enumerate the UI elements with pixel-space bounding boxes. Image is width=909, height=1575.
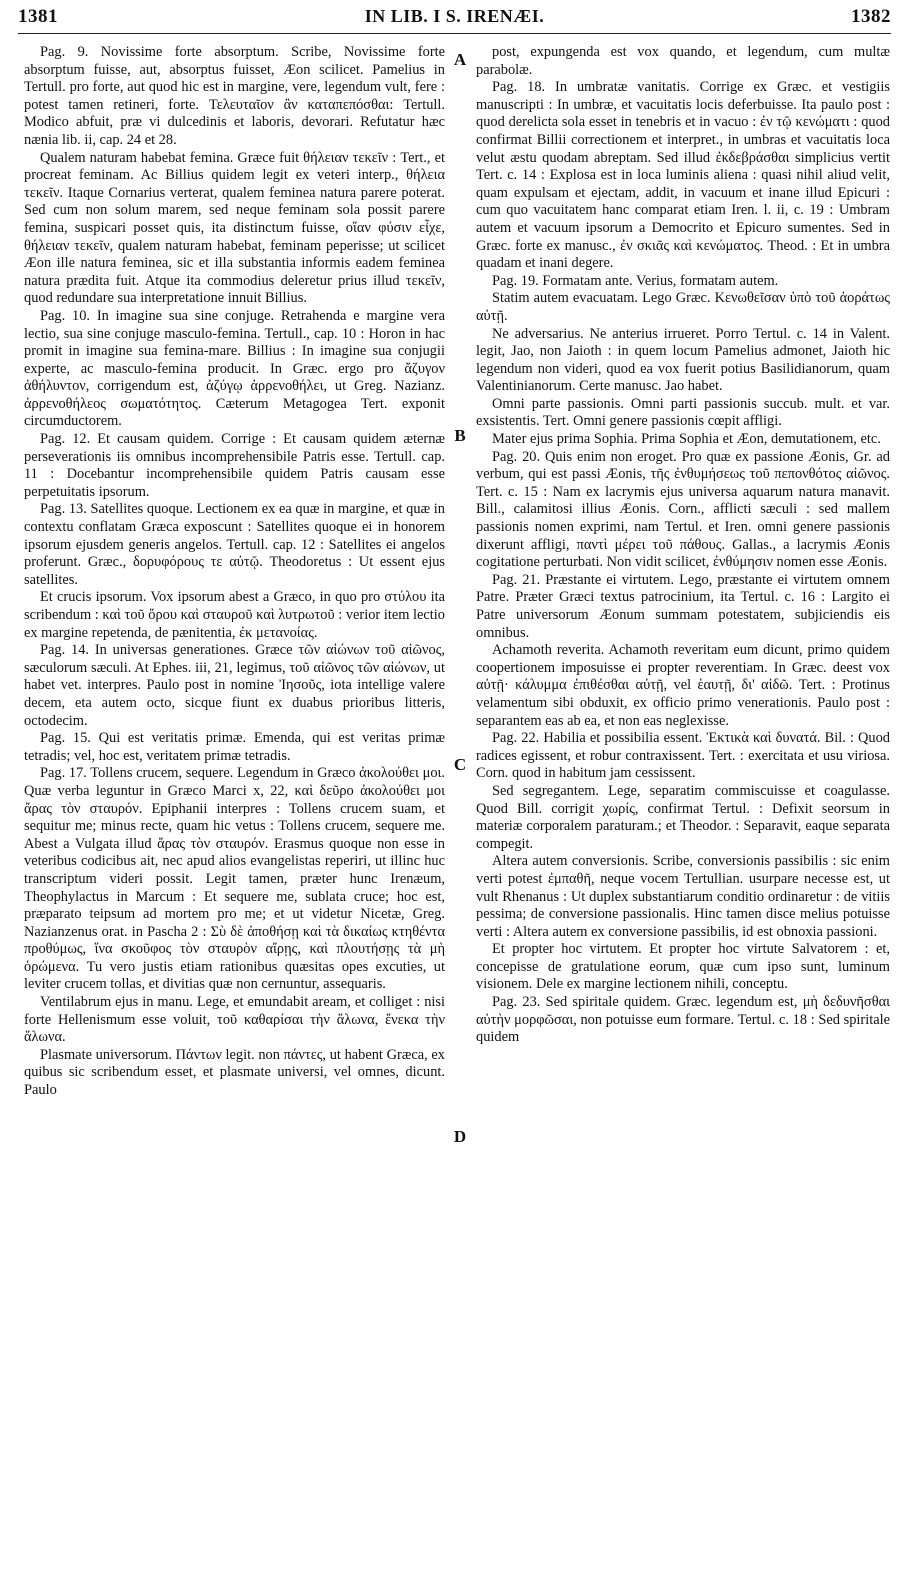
left-column xyxy=(24,44,445,1569)
note-paragraph: Pag. 14. In universas generationes. Græce τῶν αἰώνων τοῦ αἰῶνος, sæculorum sæculi. At Ephes. iii, 21, legimus, τοῦ αἰῶνος τῶν αἰώνων, ut habet vet. interpres. Paulo post in nomine Ἰησοῦς, iota intellige valere decem, eta autem octo, sicque fiunt ex duabus prioribus litteris, octodecim. xyxy=(24,642,445,729)
note-paragraph: Pag. 13. Satellites quoque. Lectionem ex ea quæ in margine, et quæ in contextu conflatam Græca exposcunt : Satellites quoque ei in honorem ipsorum ejusdem generis angelos. Tertull. cap. 12 : Satellites ei angelos proferunt. Græc., δορυφόρους τε αὐτῷ. Theodoretus : Ut essent ejus satellites. xyxy=(24,501,445,588)
note-paragraph: Mater ejus prima Sophia. Prima Sophia et Æon, demutationem, etc. xyxy=(492,431,881,448)
note-paragraph: Sed segregantem. Lege, separatim commiscuisse et coagulasse. Quod Bill. corrigit χωρίς, confirmat Tertul. : Defixit seorsum in materiæ corporalem paraturam.; et Theodor. : Separavit, eaque separata compegit. xyxy=(476,782,890,852)
note-paragraph: Et crucis ipsorum. Vox ipsorum abest a Græco, in quo pro στύλου ita scribendum : καὶ τοῦ ὅρου καὶ σταυροῦ καὶ λυτρωτοῦ : verior item lectio ex margine repetenda, de pænitentia, ἐκ μετανοίας. xyxy=(24,589,445,641)
note-paragraph: Pag. 15. Qui est veritatis primæ. Emenda, qui est veritas primæ tetradis; vel, hoc est, veritatem primæ tetradis. xyxy=(24,730,445,764)
note-paragraph: Pag. 10. In imagine sua sine conjuge. Retrahenda e margine vera lectio, sua sine conjuge masculo-femina. Tertull., cap. 10 : Horon in hac promit in imagine sua femina-mare. Billius : In imagine sua conjugii experte, ac masculo-femina producit. In Græc. ergo pro ἄζυγον ἀθήλυντον, corrigendum est, ἀζύγῳ ἀρρενοθήλει, ut Greg. Nazianz. ἀρρενοθήλεος σωματότητος. Cæterum Metagogea Tert. exponit circumductorem. xyxy=(24,307,445,430)
note-paragraph: Pag. 20. Quis enim non eroget. Pro quæ ex passione Æonis, Gr. ad verbum, qui est passi Æonis, τῆς ἐνθυμήσεως τοῦ πεπονθότος αἰῶνος. Tert. c. 15 : Nam ex lacrymis ejus universa aquarum natura manavit. Bill., calamitosi illius Æonis. Corn., afflicti sæculi : sed mallem passionis nomen exprimi, nam Tertul. et Iren. omni genere passionis dixerunt affligi, παντὶ μέρει τοῦ πάθους. Gallas., a lacrymis Æonis cogitatione perturbati. Non vidit scilicet, ἐνθύμησιν nomen esse Æonis. xyxy=(476,448,890,571)
note-paragraph: Achamoth reverita. Achamoth reveritam eum dicunt, primo quidem coopertionem imposuisse ei propter reverentiam. In Græc. deest vox αὐτῇ· κάλυμμα ἐπιθέσθαι αὐτῇ, vel ἑαυτῇ, δι' αἰδῶ. Tert. : Protinus velamentum sibi obduxit, ex officio primo venerationis. Paulo post : separantem eas ab ea, et non eas neglexisse. xyxy=(476,642,890,729)
note-paragraph: Omni parte passionis. Omni parti passionis succub. mult. et var. exsistentis. Tert. Omni genere passionis cœpit affligi. xyxy=(476,395,890,430)
note-paragraph: Pag. 12. Et causam quidem. Corrige : Et causam quidem æternæ perseverationis iis omnibus incomprehensibile Patris esse. Tertull. cap. 11 : Docebantur incomprehensibile quidem Patris causam esse perpetuitatis ipsorum. xyxy=(24,431,445,500)
note-paragraph: Altera autem conversionis. Scribe, conversionis passibilis : sic enim verti potest ἐμπαθῆ, neque vocem Tertullian. usurpare necesse est, ut vult Rhenanus : Ut duplex substantiarum conditio ordinaretur : de vitiis pessima; de conversione passionalis. Hinc tamen disce melius potuisse verti : Altera autem ex conversione passibilis, id est obnoxia passioni. xyxy=(476,853,890,940)
note-paragraph: Pag. 18. In umbratæ vanitatis. Corrige ex Græc. et vestigiis manuscripti : In umbræ, et vacuitatis locis deferbuisse. Ita paulo post : quod derelicta sola esset in tenebris et in vacuo : ἐν τῷ κενώματι : quod confirmat Billii correctionem et interpret., in umbras et vacuitatis loca velut æstu quodam abreptam. Sed illud ἐκδεβράσθαι simplicius vertit Tert. c. 14 : Explosa est in loca luminis aliena : quasi nihil aliud velit, quam expulsam et ejectam, addit, in vacuum et inane illud Epicuri : cum quo vacuitatem hanc comparat etiam Iren. l. ii, c. 19 : Umbram autem et vacuum ipsorum a Democrito et Epicuro sumentes. Sed in Græc. forte ex manusc., ἐν σκιᾶς καὶ κενώματος. Theod. : Et in umbra quadam et inani degere. xyxy=(476,79,890,272)
note-paragraph: post, expungenda est vox quando, et legendum, cum multæ parabolæ. xyxy=(476,44,890,78)
note-paragraph: Pag. 9. Novissime forte absorptum. Scribe, Novissime forte absorptum fuisse, aut, absorptus fuisset, Æon scilicet. Pamelius in Tertull. pro forte, aut quod hic est in margine, vere, legendum vult, fere : potest tamen retineri, forte. Τελευταῖον ἂν καταπεπόσθαι: Tertull. Modico abfuit, præ vi dulcedinis et laboris, devorari. Refutatur hæc nænia lib. ii, cap. 24 et 28. xyxy=(24,44,445,148)
header-rule xyxy=(18,33,891,34)
note-paragraph: Qualem naturam habebat femina. Græce fuit θήλειαν τεκεῖν : Tert., et procreat feminam. Ac Billius quidem legit ex veteri interp., θήλεια τεκεῖν. Itaque Cornarius verterat, qualem feminea natura parere poterat. Sed cum non solum marem, sed neque feminam sola possit parere femina, suspicari posset quis, ita distinctum fuisse, οἵαν φύσιν εἶχε, θήλειαν τεκεῖν, qualem naturam habebat, feminam peperisse; ut scilicet Æon ille natura feminea, sic et illa substantia informis eadem feminea natura prædita fuit. Atque ita commodius deleretur prius illud τεκεῖν, quod redundare sua interpretatione innuit Billius. xyxy=(24,149,445,307)
gutter-marker-a: A xyxy=(453,50,467,69)
right-column xyxy=(476,44,890,1569)
note-paragraph: Et propter hoc virtutem. Et propter hoc virtute Salvatorem : et, concepisse de gratulatione eorum, quæ cum ipso sunt, luminum visionem. Dele ex margine lectionem nihili, conceptu. xyxy=(476,941,890,993)
gutter-marker-c: C xyxy=(453,755,467,774)
note-paragraph: Ne adversarius. Ne anterius irrueret. Porro Tertul. c. 14 in Valent. legit, Jao, non Jaioth : in quem locum Pamelius admonet, Jaioth hic legendum non videri, quod ea vox fuerit potius Basilidianorum, quam Valentinianorum. Certe manusc. Jao habet. xyxy=(476,325,890,395)
gutter-marker-d: D xyxy=(453,1127,467,1146)
page-number-left: 1381 xyxy=(18,6,58,27)
note-paragraph: Plasmate universorum. Πάντων legit. non πάντες, ut habent Græca, ex quibus sic scribendum esset, et plasmate universi, vel omnes, dicunt. Paulo xyxy=(24,1046,445,1099)
note-paragraph: Pag. 17. Tollens crucem, sequere. Legendum in Græco ἀκολούθει μοι. Quæ verba leguntur in Græco Marci x, 22, καὶ δεῦρο ἀκολούθει μοι ἄρας τὸν σταυρόν. Epiphanii interpres : Tollens crucem suam, et sequitur me; minus recte, quam hic vetus : Tollens crucem, sequere me. Abest a Vulgata illud ἄρας τὸν σταυρόν. Erasmus quoque non esse in veteribus codicibus ait, nec apud alios evangelistas reperiri, ut illinc huc transcriptum videri possit. Legit tamen, præter hunc Irenæum, Theophylactus in Marcum : Et sequere me, sublata cruce; hoc est, præparato teipsum ad mortem pro me; et ut videtur Nicetæ, Greg. Nazianzenus orat. in Pascha 2 : Σὺ δὲ ἀποθήσῃ καὶ τὰ δικαίως κτηθέντα προθύμως, ἵνα σκοῦφος τὸν σταυρὸν αἴρῃς, καὶ πλουτήσῃς τὰ μὴ ὁρώμενα. Tu vero justis etiam rationibus quæsitas opes excuties, ut leviter crucem tollas, et divitias quæ non cernuntur, assequaris. xyxy=(24,765,445,993)
page-number-right: 1382 xyxy=(851,6,891,27)
note-paragraph: Statim autem evacuatam. Lego Græc. Κενωθεῖσαν ὑπὸ τοῦ ἀοράτως αὐτῇ. xyxy=(476,290,890,324)
note-paragraph: Pag. 21. Præstante ei virtutem. Lego, præstante ei virtutem omnem Patre. Præter Græci textus patrocinium, ita Tertul. c. 16 : Largito ei Patre universorum Æonum summam potestatem, subjiciendis eis omnibus. xyxy=(476,571,890,641)
note-paragraph: Pag. 22. Habilia et possibilia essent. Ἐκτικὰ καὶ δυνατά. Bil. : Quod radices egissent, et robur contraxissent. Tert. : exercitata et usu viriosa. Corn. quod in habitum jam cessissent. xyxy=(476,730,890,782)
note-paragraph: Ventilabrum ejus in manu. Lege, et emundabit aream, et colliget : nisi forte Hellenismum esse voluit, τοῦ καθαρίσαι τὴν ἅλωνα, ἕνεκα τὴν ἅλωνα. xyxy=(24,994,445,1046)
gutter-marker-b: B xyxy=(454,426,466,445)
note-paragraph: Pag. 23. Sed spiritale quidem. Græc. legendum est, μὴ δεδυνῆσθαι αὐτὴν μορφῶσαι, non potuisse eum formare. Tertul. c. 18 : Sed spiritale quidem xyxy=(476,994,890,1046)
note-paragraph: Pag. 19. Formatam ante. Verius, formatam autem. xyxy=(492,272,779,289)
running-title: IN LIB. I S. IRENÆI. xyxy=(364,6,545,26)
